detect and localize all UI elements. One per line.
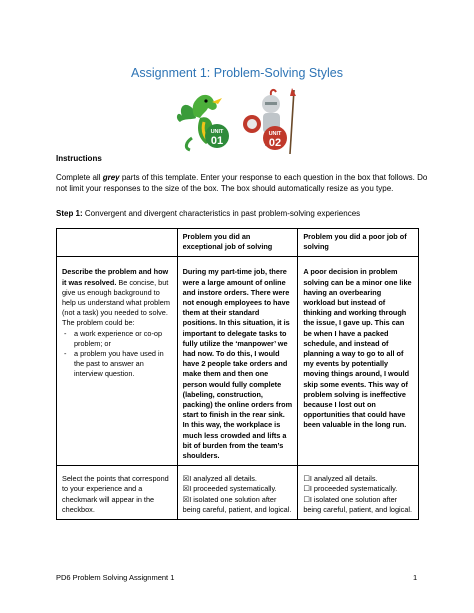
table-header-row bbox=[57, 229, 419, 257]
svg-text:UNIT: UNIT bbox=[210, 129, 224, 135]
step-label: Step 1: bbox=[56, 209, 83, 218]
checkbox-isolated-solution-poor[interactable]: ☐I isolated one solution after being careful, patient, and logical. bbox=[303, 494, 413, 514]
checkbox-proceeded-systematically-good[interactable]: ☒I proceeded systematically. bbox=[182, 484, 277, 494]
good-problem-response[interactable]: During my part-time job, there were a large amount of online and instore orders. There were not enough employees to have them at their standard positions. In this situation, it is important to delegate tasks to fully utilize the ‘manpower’ we had now. To do this, I would have 2 people take orders and make them and then one person would fully complete (labeling, construction, packing) the online orders from start to finish in the rear sink. In this way, the workplace is much less crowded and lifts a bit of burden from the team’s shoulders. bbox=[177, 257, 298, 466]
good-checkbox-cell bbox=[177, 466, 298, 520]
describe-prompt-bold: Describe the problem and how it was resolved. bbox=[62, 267, 169, 287]
poor-checkbox-cell bbox=[298, 466, 419, 520]
footer-document-name: PD6 Problem Solving Assignment 1 bbox=[56, 573, 175, 582]
svg-text:UNIT: UNIT bbox=[268, 131, 282, 137]
step-text: Convergent and divergent characteristics in past problem-solving experiences bbox=[82, 209, 361, 218]
table-row-describe bbox=[57, 257, 419, 466]
instructions-heading: Instructions bbox=[56, 154, 102, 163]
page-title: Assignment 1: Problem-Solving Styles bbox=[131, 66, 343, 80]
instructions-post: parts of this template. Enter your response to each question in the box that follows. Do not limit your responses to the size of the box. The box should automatically resize as you type. bbox=[56, 173, 428, 193]
problem-solving-table bbox=[56, 228, 419, 520]
list-item: - a problem you have used in the past to answer an interview question. bbox=[74, 349, 172, 380]
describe-options-list bbox=[62, 329, 172, 380]
instructions-grey-word: grey bbox=[102, 173, 120, 182]
list-item: - a work experience or co-op problem; or bbox=[74, 329, 172, 349]
checkbox-analyzed-details-poor[interactable]: ☐I analyzed all details. bbox=[303, 474, 378, 484]
svg-text:02: 02 bbox=[268, 137, 282, 149]
header-cell-exceptional: Problem you did an exceptional job of solving bbox=[177, 229, 298, 257]
checkbox-prompt-cell: Select the points that correspond to your experience and a checkmark will appear in the checkbox. bbox=[57, 466, 178, 520]
svg-text:01: 01 bbox=[210, 135, 224, 147]
checkbox-analyzed-details-good[interactable]: ☒I analyzed all details. bbox=[182, 474, 257, 484]
poor-problem-response[interactable]: A poor decision in problem solving can be a minor one like having an overbearing workload but instead of thinking and working through the issue, I gave up. This can be when I have a packed schedule, and instead of planning a way to go to all of my events by potentially moving things around, I would skip some events. This way of problem solving is ineffective because I lost out on opportunities that could have been valuable in the long run. bbox=[298, 257, 419, 466]
footer-page-number: 1 bbox=[413, 573, 418, 582]
describe-prompt-rest: Be concise, but give us enough background to help us understand what problem (not a task) you needed to solve. The problem could be: bbox=[62, 277, 170, 328]
unit-01-badge bbox=[205, 124, 229, 148]
header-cell-empty bbox=[57, 229, 178, 257]
describe-prompt-cell bbox=[57, 257, 178, 466]
unit-02-badge bbox=[263, 126, 287, 150]
table-row-checkboxes bbox=[57, 466, 419, 520]
checkbox-isolated-solution-good[interactable]: ☒I isolated one solution after being careful, patient, and logical. bbox=[182, 494, 292, 514]
instructions-pre: Complete all bbox=[56, 173, 103, 182]
unit-dragon-knight-illustration bbox=[172, 88, 302, 156]
step-1-heading bbox=[56, 209, 360, 218]
header-cell-poor: Problem you did a poor job of solving bbox=[298, 229, 419, 257]
instructions-text bbox=[56, 172, 436, 194]
checkbox-proceeded-systematically-poor[interactable]: ☐I proceeded systematically. bbox=[303, 484, 398, 494]
